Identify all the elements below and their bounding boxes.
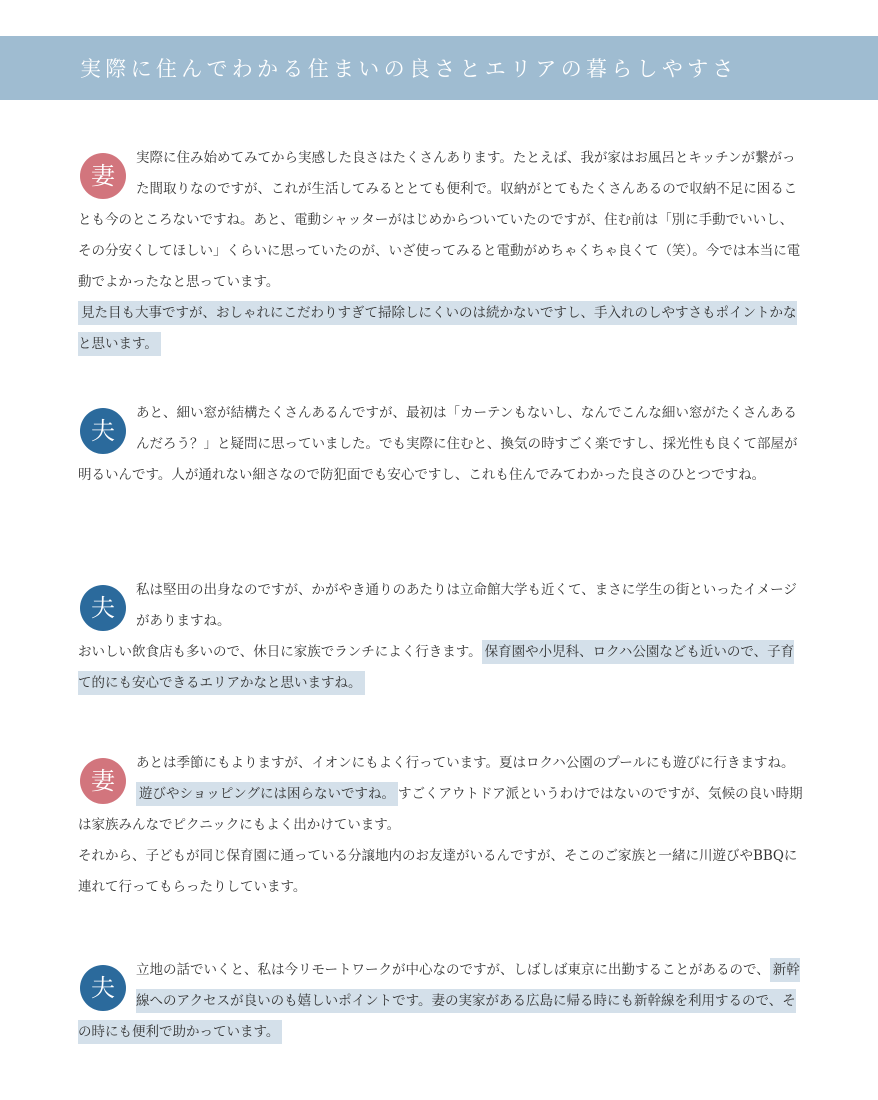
section-4-text: あとは季節にもよりますが、イオンにもよく行っています。夏はロクハ公園のプールにも遊びに行きますね。 [136, 755, 795, 771]
dialogue-section-3 [78, 575, 806, 699]
page-title: 実際に住んでわかる住まいの良さとエリアの暮らしやすさ [80, 57, 738, 81]
dialogue-section-4 [78, 748, 806, 903]
husband-speaker-badge: 夫 [80, 408, 126, 454]
husband-speaker-badge: 夫 [80, 965, 126, 1011]
section-3-highlight: 保育園や小児科、ロクハ公園なども近いので、子育て的にも安心できるエリアかなと思いますね。 [78, 640, 794, 695]
section-3-paragraph: 私は堅田の出身なのですが、かがやき通りのあたりは立命館大学も近くて、まさに学生の街といったイメージがありますね。 [136, 582, 797, 629]
section-4-text-continued: すごくアウトドア派というわけではないのですが、気候の良い時期は家族みんなでピクニックにもよく出かけています。 [78, 786, 803, 833]
section-5-text: 立地の話でいくと、私は今リモートワークが中心なのですが、しばしば東京に出勤することがあるので、 [136, 962, 770, 978]
section-3-text: おいしい飲食店も多いので、休日に家族でランチによく行きます。 [78, 644, 482, 660]
section-1-paragraph: 実際に住み始めてみてから実感した良さはたくさんあります。たとえば、我が家はお風呂とキッチンが繋がった間取りなのですが、これが生活してみるととても便利で。収納がとてもたくさんあるので収納不足に困ることも今のところないですね。あと、電動シャッターがはじめからついていたのですが、住む前は「別に手動でいいし、その分安くしてほしい」くらいに思っていたのが、いざ使ってみると電動がめちゃくちゃ良くて（笑）。今では本当に電動でよかったなと思っています。 [78, 150, 801, 290]
husband-speaker-badge: 夫 [80, 585, 126, 631]
section-2-paragraph: あと、細い窓が結構たくさんあるんですが、最初は「カーテンもないし、なんでこんな細い窓がたくさんあるんだろう？」と疑問に思っていました。でも実際に住むと、換気の時すごく楽ですし、採光性も良くて部屋が明るいんです。人が通れない細さなので防犯面でも安心ですし、これも住んでみてわかった良さのひとつですね。 [78, 405, 798, 483]
header-banner [0, 36, 878, 100]
dialogue-section-5 [78, 955, 806, 1048]
section-4-paragraph-2: それから、子どもが同じ保育園に通っている分譲地内のお友達がいるんですが、そこのご家族と一緒に川遊びやBBQに連れて行ってもらったりしています。 [78, 848, 798, 895]
section-4-highlight: 遊びやショッピングには困らないですね。 [136, 782, 398, 806]
dialogue-section-2 [78, 398, 806, 491]
section-5-highlight: 新幹線へのアクセスが良いのも嬉しいポイントです。妻の実家がある広島に帰る時にも新幹線を利用するので、その時にも便利で助かっています。 [78, 958, 800, 1044]
wife-speaker-badge: 妻 [80, 758, 126, 804]
wife-speaker-badge: 妻 [80, 153, 126, 199]
section-1-highlight: 見た目も大事ですが、おしゃれにこだわりすぎて掃除しにくいのは続かないですし、手入れのしやすさもポイントかなと思います。 [78, 301, 797, 356]
dialogue-section-1 [78, 143, 806, 360]
